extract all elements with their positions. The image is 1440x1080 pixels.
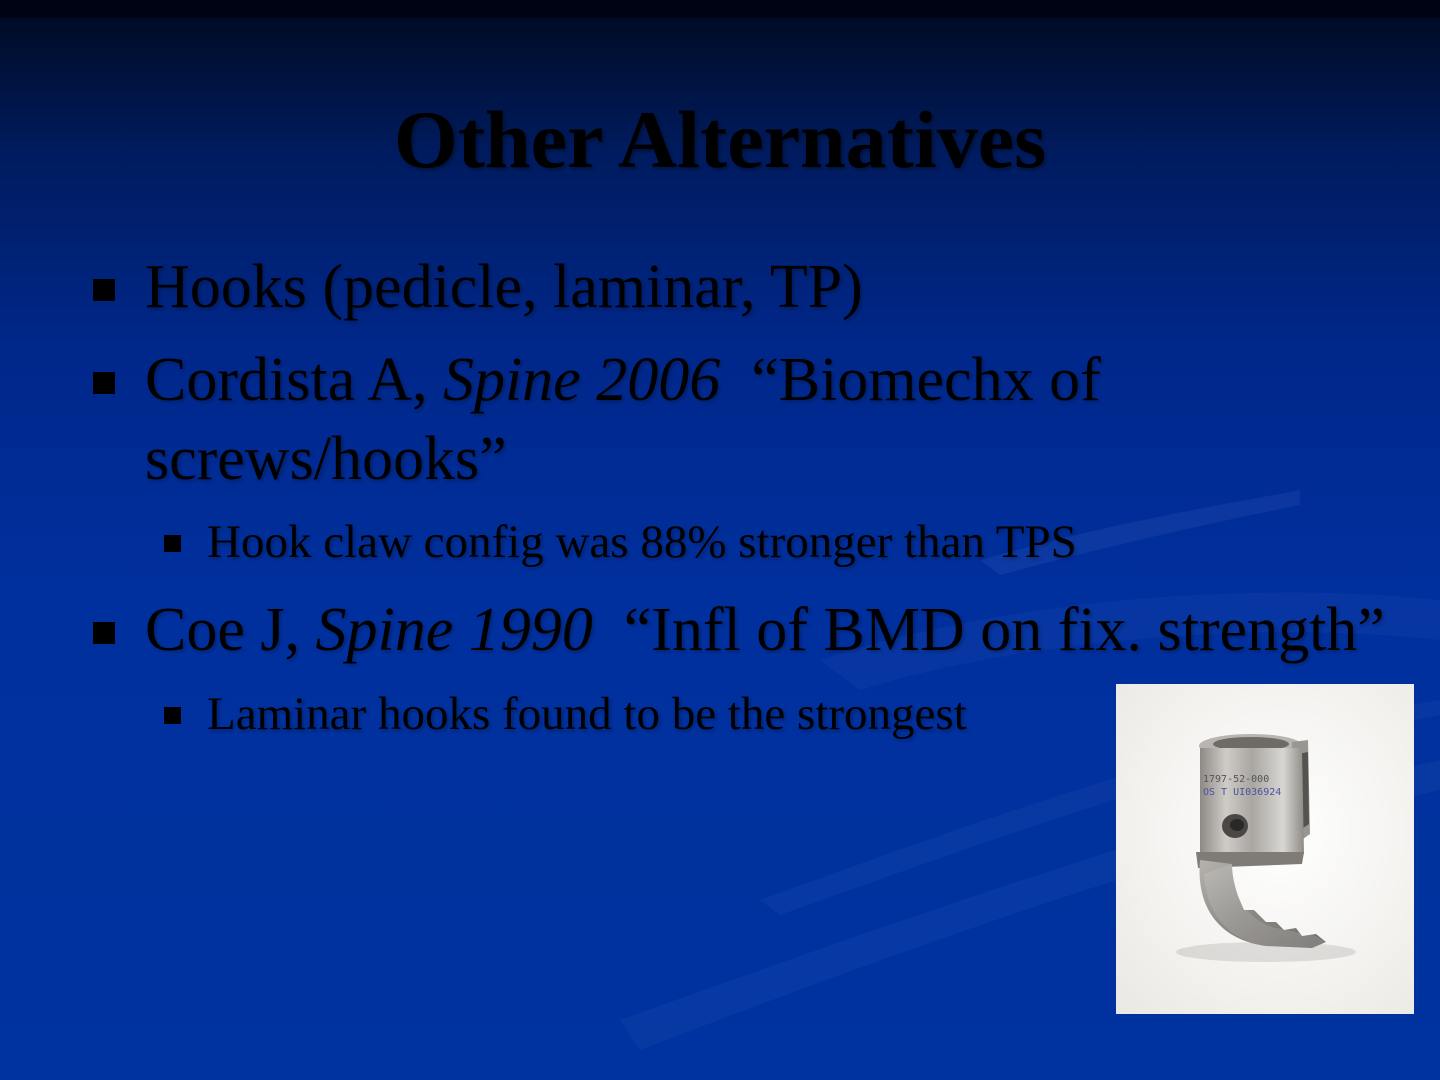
citation-quote: “Infl of BMD on fix. strength”: [592, 596, 1385, 664]
bullet-marker: [93, 622, 115, 644]
sub-bullet-hook-claw: Hook claw config was 88% stronger than TPS: [207, 516, 1077, 568]
laminar-hook-photo: [1116, 684, 1414, 1014]
citation-author: Coe J,: [145, 596, 316, 664]
bullet-cordista: [145, 346, 1101, 414]
bullet-cordista-continued: screws/hooks”: [145, 425, 507, 493]
sub-bullet-laminar: Laminar hooks found to be the strongest: [207, 688, 967, 740]
sub-bullet-marker: [164, 707, 181, 724]
citation-quote: “Biomechx of: [720, 346, 1101, 414]
citation-journal: Spine 2006: [442, 346, 721, 414]
etched-serial: OS T UI036924: [1203, 787, 1282, 798]
citation-journal: Spine 1990: [315, 596, 593, 664]
bullet-hooks: Hooks (pedicle, laminar, TP): [145, 253, 863, 321]
laminar-hook-illustration: [1116, 684, 1414, 1014]
bullet-marker: [93, 372, 115, 394]
bullet-marker: [93, 279, 115, 301]
etched-part-number: 1797-52-000: [1203, 774, 1270, 785]
slide-title: Other Alternatives: [393, 94, 1047, 185]
bullet-coe: [145, 596, 1385, 664]
sub-bullet-marker: [164, 535, 181, 552]
citation-author: Cordista A,: [145, 346, 443, 414]
